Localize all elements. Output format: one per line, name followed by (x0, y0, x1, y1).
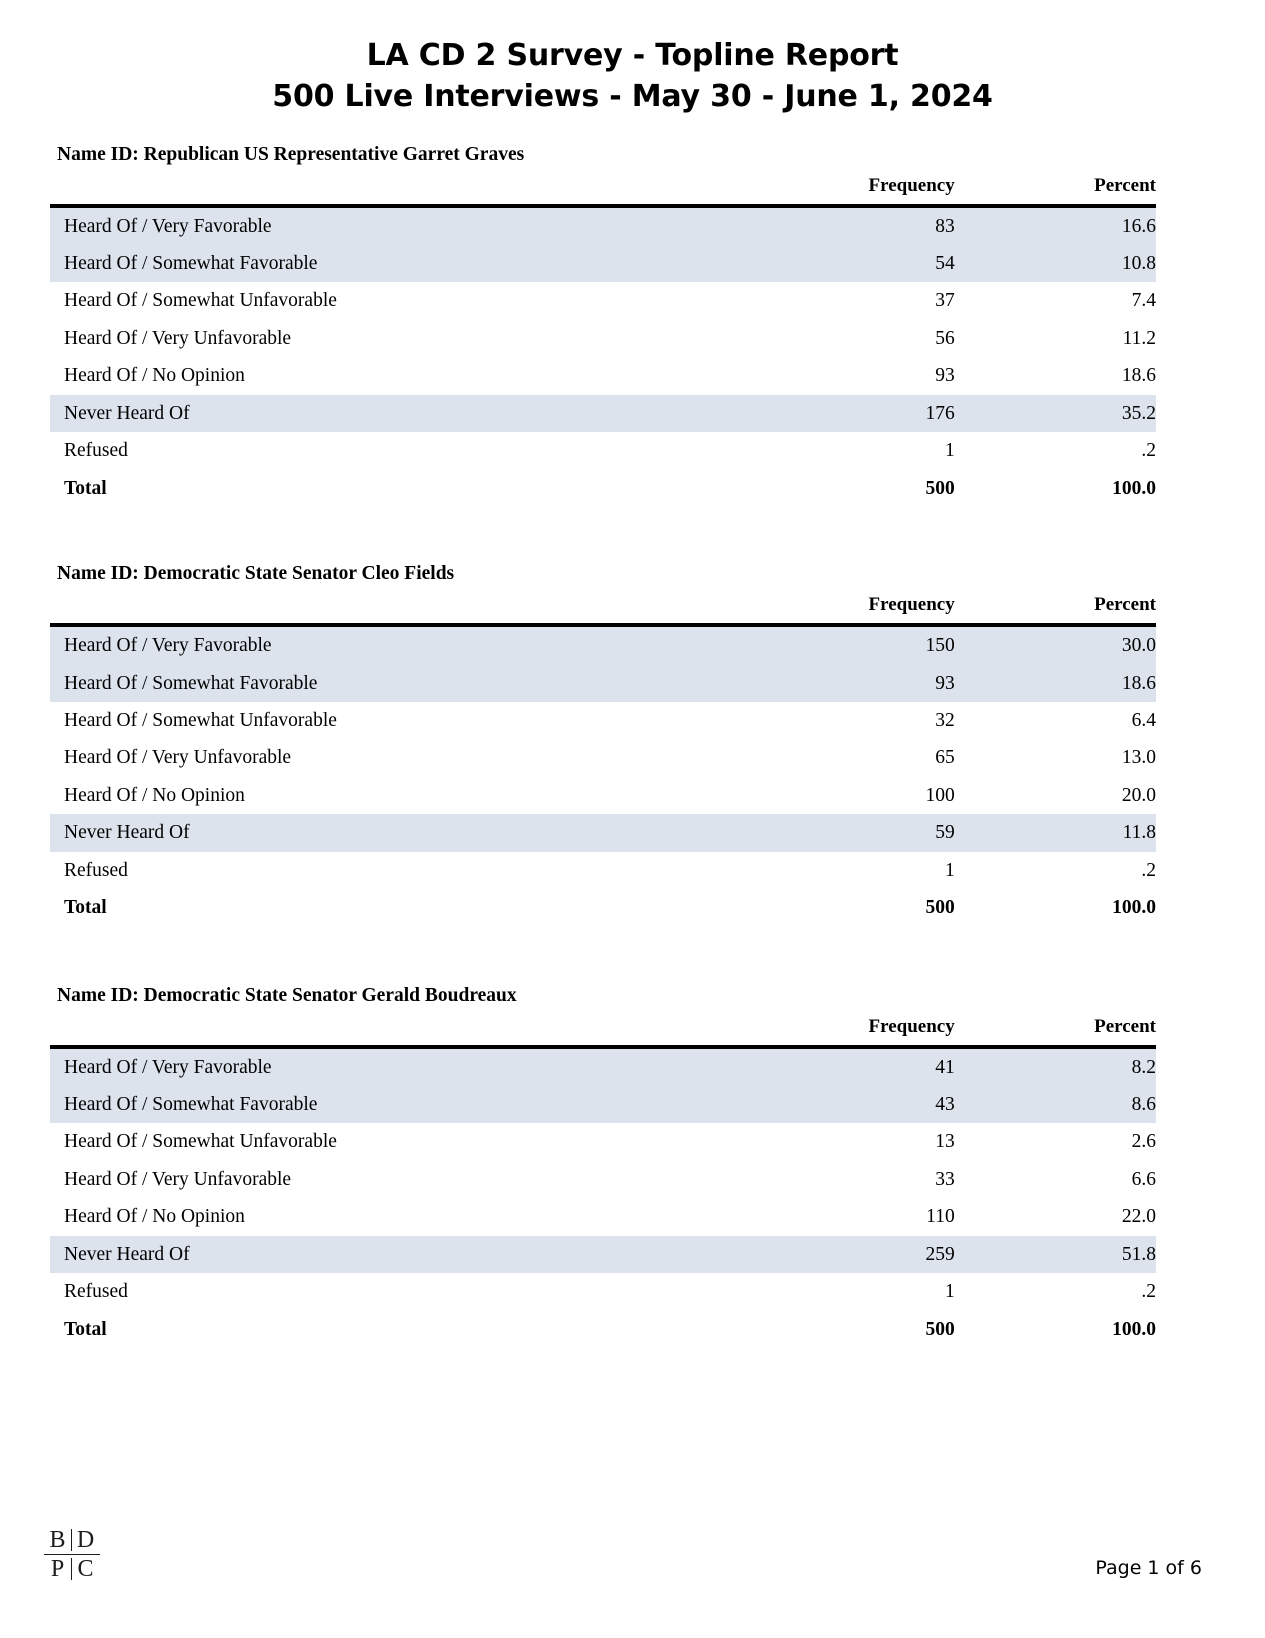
logo-letter-d: D (76, 1527, 95, 1553)
column-header-label (50, 1016, 722, 1047)
row-label: Never Heard Of (50, 814, 722, 851)
row-frequency: 176 (722, 395, 954, 432)
section-cleo-fields (0, 563, 1265, 927)
row-percent: 2.6 (1131, 1131, 1156, 1153)
row-percent: 11.2 (1122, 327, 1156, 349)
table-header-row (50, 175, 1156, 206)
row-percent: .2 (1141, 440, 1156, 462)
row-frequency: 93 (935, 365, 955, 387)
total-percent: 100.0 (1112, 477, 1156, 499)
total-frequency: 500 (925, 1318, 955, 1340)
row-label: Heard Of / Very Unfavorable (64, 747, 292, 769)
row-label: Heard Of / Somewhat Favorable (50, 1086, 722, 1123)
total-label: Total (64, 1318, 107, 1340)
table-row (50, 1198, 1156, 1235)
row-label: Heard Of / Very Favorable (50, 206, 722, 245)
table-row (50, 245, 1156, 282)
row-label: Heard Of / No Opinion (64, 784, 245, 806)
row-label: Never Heard Of (50, 395, 722, 432)
total-percent: 100.0 (1112, 1318, 1156, 1340)
row-label: Refused (64, 859, 128, 881)
row-frequency: 41 (722, 1047, 954, 1086)
table-row (50, 357, 1156, 394)
table-total-row (50, 470, 1156, 507)
row-percent: 7.4 (1131, 290, 1156, 312)
page-footer (0, 1512, 1265, 1582)
row-percent: 8.6 (955, 1086, 1156, 1123)
row-percent: 35.2 (955, 395, 1156, 432)
section-title: Name ID: Democratic State Senator Cleo Fields (57, 563, 455, 585)
column-header-percent: Percent (955, 594, 1156, 625)
row-frequency: 33 (935, 1168, 955, 1190)
logo-letter-b: B (49, 1527, 66, 1553)
column-header-label (50, 594, 722, 625)
table-row (50, 1273, 1156, 1310)
table-total-row (50, 889, 1156, 926)
row-label: Heard Of / Very Favorable (50, 1047, 722, 1086)
row-label: Heard Of / Somewhat Unfavorable (64, 1131, 337, 1153)
row-frequency: 1 (944, 859, 955, 881)
table-row (50, 1086, 1156, 1123)
table-row (50, 1047, 1156, 1086)
row-percent: 6.6 (1131, 1168, 1156, 1190)
row-label: Never Heard Of (50, 1236, 722, 1273)
bdpc-logo (44, 1527, 102, 1582)
column-header-frequency: Frequency (722, 1016, 954, 1047)
page-number: Page 1 of 6 (1095, 1557, 1202, 1579)
table-row (50, 625, 1156, 664)
table-header-row (50, 1016, 1156, 1047)
logo-row-top (44, 1527, 102, 1553)
column-header-percent: Percent (955, 175, 1156, 206)
row-label: Heard Of / Somewhat Unfavorable (64, 290, 337, 312)
row-label: Heard Of / Very Favorable (50, 625, 722, 664)
row-percent: 18.6 (1121, 365, 1156, 387)
table-row (50, 206, 1156, 245)
row-frequency: 59 (722, 814, 954, 851)
table-row (50, 739, 1156, 776)
row-percent: 30.0 (955, 625, 1156, 664)
row-frequency: 56 (935, 327, 955, 349)
row-frequency: 110 (926, 1206, 955, 1228)
logo-row-bottom (44, 1556, 102, 1582)
frequency-table-wrapper (0, 1016, 1265, 1349)
row-percent: 13.0 (1121, 747, 1156, 769)
total-label: Total (64, 477, 107, 499)
row-frequency: 54 (722, 245, 954, 282)
row-frequency: 32 (935, 709, 955, 731)
row-frequency: 65 (935, 747, 955, 769)
row-percent: 10.8 (955, 245, 1156, 282)
section-garret-graves (0, 144, 1265, 508)
table-row (50, 282, 1156, 319)
frequency-table (50, 1016, 1156, 1349)
table-row (50, 814, 1156, 851)
row-label: Heard Of / Somewhat Favorable (50, 665, 722, 702)
table-total-row (50, 1311, 1156, 1348)
row-percent: 18.6 (955, 665, 1156, 702)
frequency-table-wrapper (0, 175, 1265, 508)
table-row (50, 320, 1156, 357)
column-header-frequency: Frequency (722, 594, 954, 625)
row-label: Refused (64, 440, 128, 462)
table-row (50, 777, 1156, 814)
column-header-frequency: Frequency (722, 175, 954, 206)
frequency-table (50, 175, 1156, 508)
row-percent: 8.2 (955, 1047, 1156, 1086)
column-header-label (50, 175, 722, 206)
total-percent: 100.0 (1112, 897, 1156, 919)
row-percent: 20.0 (1121, 784, 1156, 806)
row-frequency: 259 (722, 1236, 954, 1273)
row-frequency: 150 (722, 625, 954, 664)
column-header-percent: Percent (955, 1016, 1156, 1047)
row-label: Heard Of / Very Unfavorable (64, 1168, 292, 1190)
logo-letter-c: C (77, 1556, 94, 1582)
row-frequency: 13 (935, 1131, 955, 1153)
row-frequency: 93 (722, 665, 954, 702)
row-percent: .2 (1141, 1281, 1156, 1303)
row-label: Refused (64, 1281, 128, 1303)
section-gerald-boudreaux (0, 985, 1265, 1349)
table-row (50, 395, 1156, 432)
row-percent: 51.8 (955, 1236, 1156, 1273)
row-percent: 11.8 (955, 814, 1156, 851)
page-title-line-2: 500 Live Interviews - May 30 - June 1, 2024 (272, 78, 993, 114)
table-row (50, 1123, 1156, 1160)
frequency-table (50, 594, 1156, 927)
table-row (50, 1236, 1156, 1273)
page-title-line-1: LA CD 2 Survey - Topline Report (366, 38, 899, 73)
frequency-table-wrapper (0, 594, 1265, 927)
row-frequency: 1 (944, 1281, 955, 1303)
row-frequency: 1 (944, 440, 955, 462)
section-title: Name ID: Democratic State Senator Gerald Boudreaux (57, 984, 517, 1006)
total-frequency: 500 (925, 897, 955, 919)
table-row (50, 702, 1156, 739)
row-frequency: 83 (722, 206, 954, 245)
total-frequency: 500 (925, 477, 955, 499)
logo-letter-p: P (50, 1556, 65, 1582)
table-row (50, 852, 1156, 889)
row-frequency: 100 (925, 784, 955, 806)
document-title-block (0, 0, 1265, 118)
table-header-row (50, 594, 1156, 625)
table-row (50, 665, 1156, 702)
row-frequency: 43 (722, 1086, 954, 1123)
total-label: Total (64, 897, 107, 919)
row-percent: 22.0 (1121, 1206, 1156, 1228)
row-frequency: 37 (935, 290, 955, 312)
row-label: Heard Of / No Opinion (64, 1206, 245, 1228)
table-row (50, 432, 1156, 469)
row-percent: 16.6 (955, 206, 1156, 245)
table-row (50, 1161, 1156, 1198)
section-title: Name ID: Republican US Representative Garret Graves (57, 143, 525, 165)
row-label: Heard Of / Very Unfavorable (64, 327, 292, 349)
row-label: Heard Of / Somewhat Unfavorable (64, 709, 337, 731)
row-percent: .2 (1141, 859, 1156, 881)
row-percent: 6.4 (1131, 709, 1156, 731)
row-label: Heard Of / Somewhat Favorable (50, 245, 722, 282)
row-label: Heard Of / No Opinion (64, 365, 245, 387)
logo-divider-horizontal (44, 1554, 100, 1555)
